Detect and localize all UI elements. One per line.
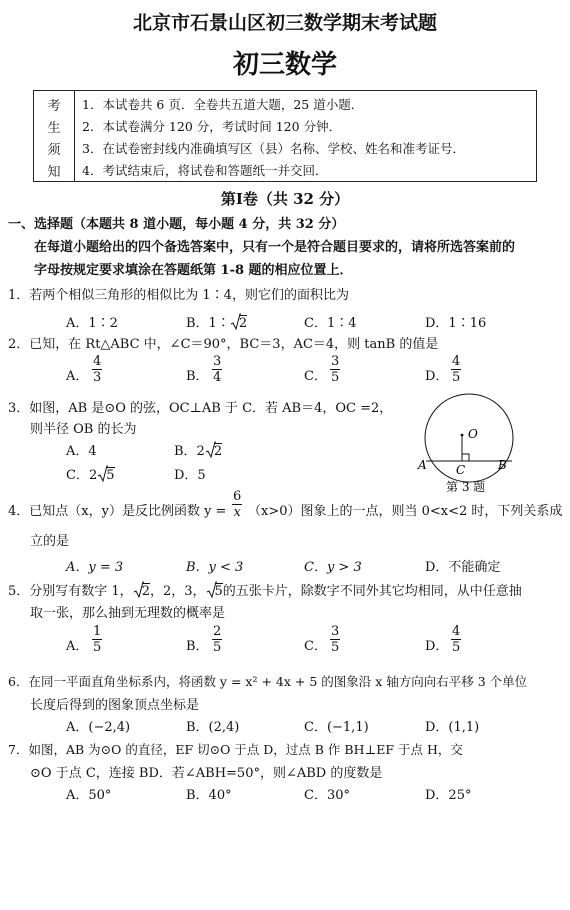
option-a: A．1∶2: [66, 316, 118, 331]
sqrt-expression: [133, 584, 150, 599]
stem-fraction: [232, 489, 242, 520]
label-o: O: [468, 427, 478, 441]
denominator: x: [233, 505, 241, 520]
sqrt-expression: [206, 584, 223, 599]
option-c-fraction: [330, 624, 340, 655]
section-instruction: 字母按规定要求填涂在答题纸第 1-8 题的相应位置上．: [34, 263, 353, 278]
radicand: 5: [106, 468, 115, 483]
numerator: 4: [93, 354, 102, 369]
option-a: A．(−2,4): [66, 720, 131, 735]
stem-text: 的五张卡片，除数字不同外其它均相同，从中任意抽: [222, 584, 522, 599]
exam-subtitle: 初三数学: [232, 50, 337, 80]
denominator: 5: [452, 640, 461, 655]
center-point: [461, 434, 464, 437]
question-stem: 取一张，那么抽到无理数的概率是: [30, 606, 226, 621]
option-a: A．y = 3: [66, 560, 124, 575]
option-b: [174, 440, 222, 459]
option-c: C．(−1,1): [304, 720, 369, 735]
option-b: [186, 312, 247, 331]
notice-item: 4．考试结束后，将试卷和答题纸一并交回．: [82, 163, 328, 178]
part-title: 第Ⅰ卷（共 32 分）: [220, 190, 350, 208]
numerator: 1: [93, 624, 102, 639]
option-b-label: B．: [186, 639, 209, 654]
numerator: 3: [331, 624, 340, 639]
question-stem: 立的是: [30, 534, 70, 549]
option-b: B．40°: [186, 788, 232, 803]
radical-sign-icon: [230, 313, 241, 331]
sqrt-expression: [97, 468, 114, 483]
notice-side-char: 考: [47, 99, 61, 114]
question-stem: 2．已知，在 Rt△ABC 中，∠C＝90°，BC＝3，AC＝4，则 tanB 的值是: [8, 337, 439, 352]
stem-text: 5．分别写有数字 1，: [8, 584, 133, 599]
notice-item: 1．本试卷共 6 页．全卷共五道大题，25 道小题．: [82, 97, 364, 112]
denominator: 5: [93, 640, 102, 655]
option-b: B．(2,4): [186, 720, 240, 735]
notice-side-label: [34, 91, 75, 181]
option-a-fraction: [92, 354, 102, 385]
option-d-label: D．: [425, 369, 449, 384]
question-stem: [8, 580, 522, 599]
figure-caption: 第 3 题: [446, 480, 486, 494]
question-stem: 7．如图，AB 为⊙O 的直径，EF 切⊙O 于点 D，过点 B 作 BH⊥EF 于点 H，交: [8, 742, 463, 757]
option-b-text: B．2: [174, 444, 205, 459]
option-c-fraction: [330, 354, 340, 385]
notice-box: [33, 90, 537, 182]
option-b-fraction: [212, 354, 222, 385]
radical-sign-icon: [205, 441, 216, 459]
option-a-label: A．: [66, 369, 89, 384]
option-d: D．不能确定: [425, 560, 501, 575]
option-a: A．4: [66, 444, 97, 459]
denominator: 4: [213, 370, 222, 385]
question-stem: （x>0）图象上的一点，则当 0<x<2 时，下列关系成: [248, 504, 563, 519]
option-d-fraction: [451, 624, 461, 655]
notice-side-char: 须: [47, 143, 61, 158]
label-a: A: [418, 458, 427, 472]
denominator: 5: [331, 370, 340, 385]
label-c: C: [456, 463, 466, 477]
stem-text: ，2，3，: [149, 584, 206, 599]
radicand: 5: [214, 584, 223, 599]
denominator: 5: [331, 640, 340, 655]
denominator: 5: [452, 370, 461, 385]
option-b-text: B．1∶: [186, 316, 230, 331]
option-c-text: C．2: [66, 468, 98, 483]
section-instruction: 在每道小题给出的四个备选答案中，只有一个是符合题目要求的，请将所选答案前的: [34, 240, 516, 255]
option-c: C．1∶4: [304, 316, 357, 331]
numerator: 2: [213, 624, 222, 639]
radical-sign-icon: [133, 581, 144, 599]
option-d: D．25°: [425, 788, 472, 803]
question-stem: 1．若两个相似三角形的相似比为 1∶4，则它们的面积比为: [8, 288, 349, 303]
option-b: B．y < 3: [186, 560, 244, 575]
question-stem: 长度后得到的图象顶点坐标是: [30, 698, 200, 713]
section-heading: 一、选择题（本题共 8 道小题，每小题 4 分，共 32 分）: [8, 217, 345, 232]
option-d: D．5: [174, 468, 206, 483]
option-d-fraction: [451, 354, 461, 385]
option-d: D．1∶16: [425, 316, 487, 331]
option-c: [66, 464, 115, 483]
notice-side-char: 知: [47, 165, 61, 180]
radical-sign-icon: [206, 581, 217, 599]
option-a: A．50°: [66, 788, 112, 803]
option-c: C．y > 3: [304, 560, 362, 575]
denominator: 5: [213, 640, 222, 655]
numerator: 4: [452, 624, 461, 639]
option-b-label: B．: [186, 369, 209, 384]
notice-item: 3．在试卷密封线内准确填写区（县）名称、学校、姓名和准考证号．: [82, 141, 465, 156]
option-d: D．(1,1): [425, 720, 480, 735]
radical-sign-icon: [97, 465, 108, 483]
notice-side-char: 生: [47, 121, 61, 136]
numerator: 3: [213, 354, 222, 369]
radicand: 2: [238, 316, 248, 331]
question-stem: 6．在同一平面直角坐标系内，将函数 y = x² + 4x + 5 的图象沿 x 轴方向向右平移 3 个单位: [8, 674, 528, 689]
option-a-fraction: [92, 624, 102, 655]
option-c: C．30°: [304, 788, 350, 803]
numerator: 6: [233, 489, 242, 504]
notice-item: 2．本试卷满分 120 分，考试时间 120 分钟．: [82, 119, 342, 134]
question-stem: 4．已知点（x，y）是反比例函数 y =: [8, 504, 227, 519]
sqrt-expression: [230, 316, 247, 331]
question-stem: 3．如图，AB 是⊙O 的弦，OC⊥AB 于 C．若 AB＝4，OC =2，: [8, 401, 393, 416]
right-angle-mark: [462, 454, 469, 461]
label-b: B: [498, 458, 507, 472]
radicand: 2: [141, 584, 150, 599]
denominator: 3: [93, 370, 102, 385]
question-stem: ⊙O 于点 C，连接 BD．若∠ABH=50°，则∠ABD 的度数是: [30, 766, 383, 781]
option-b-fraction: [212, 624, 222, 655]
sqrt-expression: [205, 444, 222, 459]
question-stem: 则半径 OB 的长为: [30, 422, 137, 437]
option-c-label: C．: [304, 639, 327, 654]
option-a-label: A．: [66, 639, 89, 654]
circle-figure: [412, 393, 532, 497]
exam-title: 北京市石景山区初三数学期末考试题: [132, 12, 437, 34]
option-c-label: C．: [304, 369, 327, 384]
numerator: 3: [331, 354, 340, 369]
numerator: 4: [452, 354, 461, 369]
option-d-label: D．: [425, 639, 449, 654]
radicand: 2: [213, 444, 223, 459]
